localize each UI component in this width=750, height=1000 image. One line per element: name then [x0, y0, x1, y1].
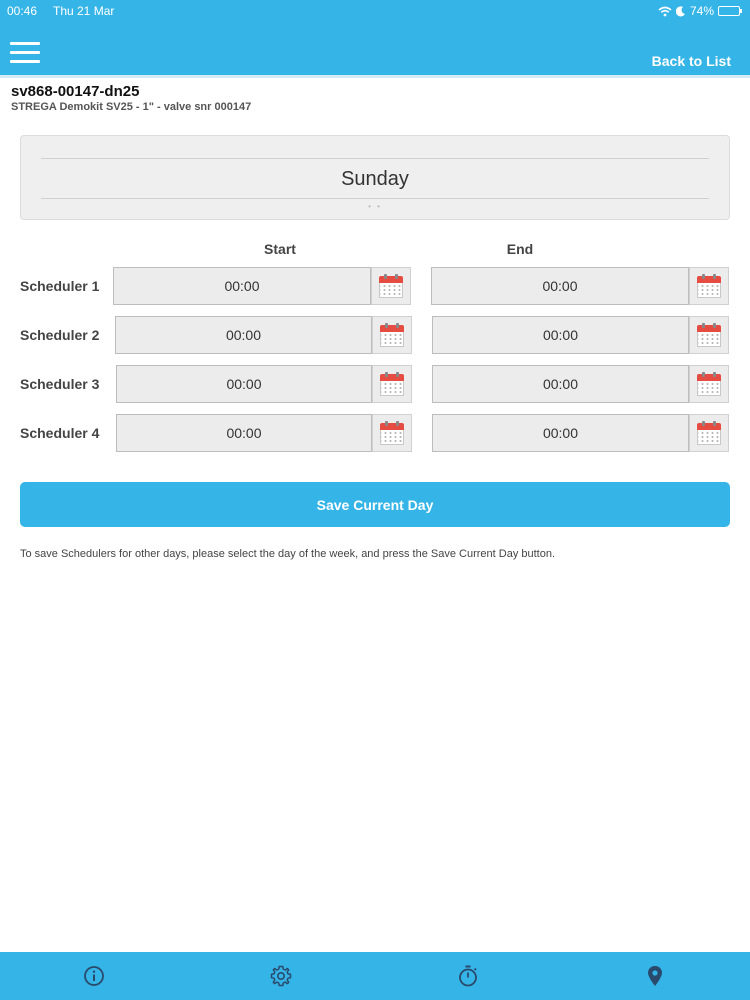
scheduler-3-start-calendar-button[interactable] — [372, 365, 412, 403]
scheduler-2-start-calendar-button[interactable] — [372, 316, 412, 354]
save-current-day-button[interactable]: Save Current Day — [20, 482, 730, 527]
calendar-icon — [380, 323, 404, 347]
picker-next-item: • • — [368, 202, 382, 211]
top-bar — [0, 0, 750, 75]
info-icon[interactable] — [82, 964, 106, 988]
scheduler-2-end-field[interactable]: 00:00 — [432, 316, 689, 354]
calendar-icon — [380, 372, 404, 396]
calendar-icon — [697, 274, 721, 298]
wifi-icon — [658, 6, 672, 17]
battery-percent: 74% — [689, 4, 714, 18]
selected-day[interactable]: Sunday — [341, 168, 409, 190]
bottom-tab-bar — [0, 952, 750, 1000]
battery-icon — [718, 6, 740, 16]
scheduler-2-end-calendar-button[interactable] — [689, 316, 729, 354]
scheduler-1-start-calendar-button[interactable] — [371, 267, 411, 305]
moon-icon — [676, 6, 686, 17]
scheduler-3-end-field[interactable]: 00:00 — [432, 365, 689, 403]
calendar-icon — [697, 372, 721, 396]
scheduler-1-end-field[interactable]: 00:00 — [431, 267, 689, 305]
scheduler-4-start-field[interactable]: 00:00 — [116, 414, 372, 452]
hamburger-icon[interactable] — [10, 42, 40, 64]
scheduler-label: Scheduler 2 — [20, 327, 100, 343]
status-right — [658, 4, 740, 18]
calendar-icon — [379, 274, 403, 298]
timer-icon[interactable] — [456, 964, 480, 988]
status-date: Thu 21 Mar — [53, 4, 115, 18]
scheduler-label: Scheduler 4 — [20, 425, 100, 441]
scheduler-2-start-field[interactable]: 00:00 — [115, 316, 372, 354]
header-divider — [0, 75, 750, 78]
scheduler-3-start-field[interactable]: 00:00 — [116, 365, 372, 403]
picker-line-top — [41, 158, 709, 159]
calendar-icon — [697, 323, 721, 347]
scheduler-4-start-calendar-button[interactable] — [372, 414, 412, 452]
status-time: 00:46 — [7, 4, 38, 18]
calendar-icon — [697, 421, 721, 445]
calendar-icon — [380, 421, 404, 445]
picker-line-bottom — [41, 198, 709, 199]
save-hint: To save Schedulers for other days, please select the day of the week, and press the Save Current Day button. — [20, 548, 556, 560]
scheduler-4-end-calendar-button[interactable] — [689, 414, 729, 452]
scheduler-1-start-field[interactable]: 00:00 — [113, 267, 371, 305]
device-subtitle: STREGA Demokit SV25 - 1" - valve snr 000147 — [11, 101, 252, 113]
scheduler-label: Scheduler 3 — [20, 376, 100, 392]
status-bar — [7, 4, 740, 20]
location-pin-icon[interactable] — [643, 964, 667, 988]
gear-icon[interactable] — [269, 964, 293, 988]
scheduler-3-end-calendar-button[interactable] — [689, 365, 729, 403]
device-title: sv868-00147-dn25 — [11, 83, 140, 100]
back-to-list-button[interactable]: Back to List — [651, 53, 731, 69]
scheduler-1-end-calendar-button[interactable] — [689, 267, 729, 305]
column-start-header: Start — [264, 241, 296, 257]
scheduler-4-end-field[interactable]: 00:00 — [432, 414, 689, 452]
scheduler-label: Scheduler 1 — [20, 278, 100, 294]
day-picker[interactable] — [20, 135, 730, 220]
column-end-header: End — [506, 241, 534, 257]
